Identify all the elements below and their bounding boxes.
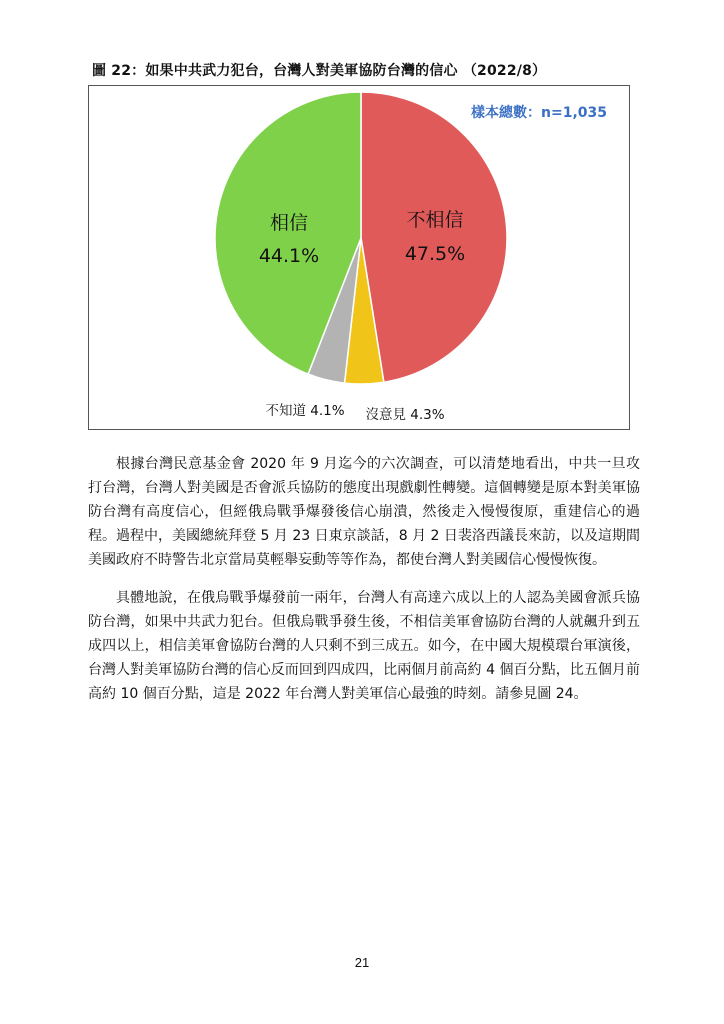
chart-frame bbox=[88, 85, 630, 430]
paragraph-1 bbox=[88, 452, 640, 572]
figure-title: 圖 22：如果中共武力犯台，台灣人對美軍協防台灣的信心 （2022/8） bbox=[92, 63, 547, 79]
paragraph-2-text: 具體地說，在俄烏戰爭爆發前一兩年，台灣人有高達六成以上的人認為美國會派兵協防台灣，如果中共武力犯台。但俄烏戰爭發生後，不相信美軍會協防台灣的人就飆升到五成四以上，相信美軍會協防台灣的人只剩不到三成五。如今，在中國大規模環台軍演後，台灣人對美軍協防台灣的信心反而回到四成四，比兩個月前高約 4 個百分點，比五個月前高約 10 個百分點，這是 2022 年台灣人對美軍信心最強的時刻。請參見圖 24。 bbox=[88, 590, 640, 702]
page-number: 21 bbox=[354, 955, 370, 970]
slice-value-distrust: 47.5% bbox=[404, 243, 466, 265]
pie-slice-distrust bbox=[361, 92, 507, 382]
slice-label-trust: 相信 bbox=[269, 212, 309, 234]
slice-value-trust: 44.1% bbox=[258, 245, 320, 267]
paragraph-1-text: 根據台灣民意基金會 2020 年 9 月迄今的六次調查，可以清楚地看出，中共一旦攻打台灣，台灣人對美國是否會派兵協防的態度出現戲劇性轉變。這個轉變是原本對美軍協防台灣有高度信心，但經俄烏戰爭爆發後信心崩潰，然後走入慢慢復原，重建信心的過程。過程中，美國總統拜登 5 月 23 日東京談話，8 月 2 日裴洛西議長來訪，以及這期間美國政府不時警告北京當局莫輕舉妄動等等作為，都使台灣人對美國信心慢慢恢復。 bbox=[88, 456, 640, 568]
slice-label-dont-know: 不知道 4.1% bbox=[265, 403, 345, 419]
slice-label-distrust: 不相信 bbox=[406, 209, 464, 231]
sample-size-note: 樣本總數：n=1,035 bbox=[471, 105, 607, 121]
paragraph-2 bbox=[88, 586, 640, 706]
slice-label-no-opinion: 沒意見 4.3% bbox=[365, 407, 445, 423]
pie-chart bbox=[89, 86, 629, 429]
